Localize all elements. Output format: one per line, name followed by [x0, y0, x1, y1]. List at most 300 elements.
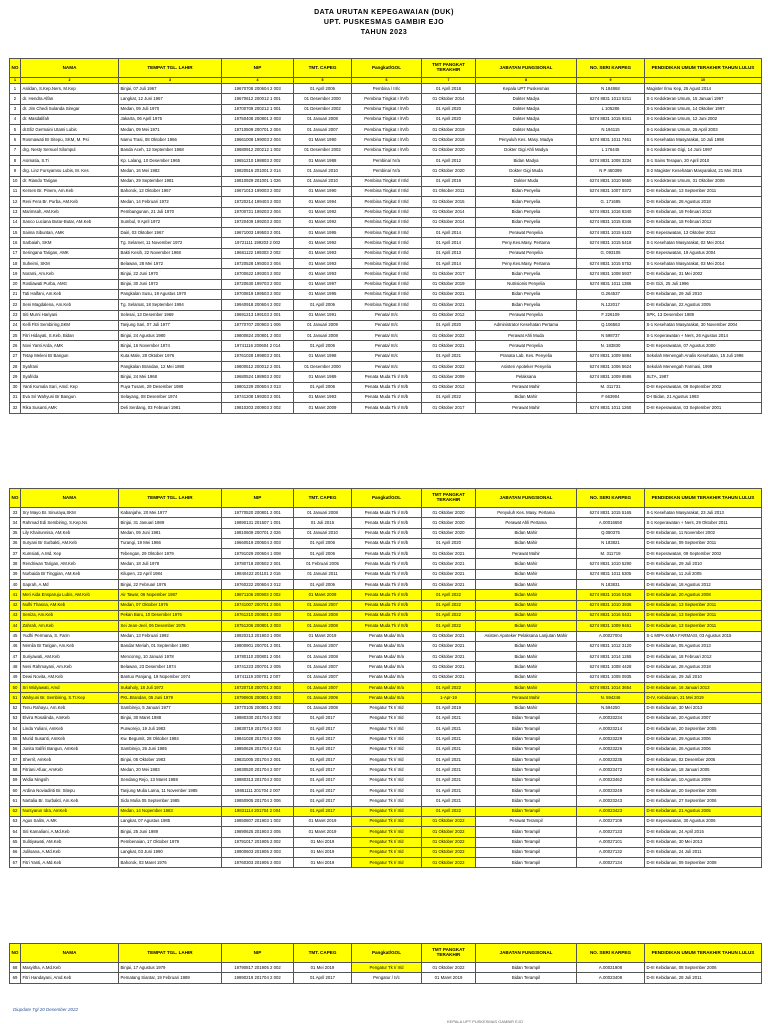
cell-tmt-capeg: 01 Januari 2008	[294, 114, 352, 124]
cell-pendidikan: D-III Kebidanan, 10 Agustus 2009	[645, 775, 762, 785]
cell-nama: Lily Khairunnisa, AM.Keb	[21, 528, 119, 538]
cell-jabatan: Bidan Terampil	[476, 796, 577, 806]
table-row	[10, 837, 762, 847]
cell-tmt-capeg: 01 April 2017	[294, 796, 352, 806]
cell-tempat-tgl-lahir: Medan, 13 Februari 1992	[119, 631, 222, 641]
cell-nama: Rendriwan Tarigan, AM.Keb	[21, 559, 119, 569]
column-index: 1	[10, 78, 21, 84]
cell-tmt-pangkat: 01 Maret 2019	[422, 973, 476, 983]
cell-no: 39	[10, 569, 21, 579]
cell-pendidikan: D-III Kebidanan, 26 Agustus 2006	[645, 744, 762, 754]
cell-no: 6	[10, 135, 21, 145]
cell-pangkat-gol: Pembina Tingkat I/ III/d	[352, 176, 422, 186]
cell-no: 29	[10, 372, 21, 382]
cell-nama: drg. Nesty Semuel Silompul	[21, 145, 119, 155]
cell-tmt-pangkat: 01 Oktober 2020	[422, 508, 476, 518]
cell-nip: 19810203 200903 2 002	[222, 403, 294, 413]
cell-nip: 19741119 200701 2 007	[222, 672, 294, 682]
cell-tempat-tgl-lahir: Binjai, 07 Juli 1967	[119, 84, 222, 94]
cell-nip: 19850626 201704 2 014	[222, 744, 294, 754]
cell-karpeg: N 183821	[577, 538, 645, 548]
cell-nama: Zahrah, Am.Keb	[21, 621, 119, 631]
cell-nama: Wahyuni Br. Sembiring, S.Tr.Kep	[21, 693, 119, 703]
table-row	[10, 713, 762, 723]
cell-pendidikan: D-III Kebidanan, 29 Juli 2010	[645, 672, 762, 682]
cell-karpeg: N.122017	[577, 300, 645, 310]
cell-nama: Asildan, S.Kep.Ners, M.Kep	[21, 84, 119, 94]
cell-tmt-pangkat: 01 April 2021	[422, 724, 476, 734]
cell-tmt-capeg: 01 April 2017	[294, 724, 352, 734]
cell-jabatan: Dokter Madya	[476, 94, 577, 104]
cell-pendidikan: D-III Kebidanan, 29 Juli 2010	[645, 289, 762, 299]
cell-no: 23	[10, 310, 21, 320]
cell-nip: 19751206 200801 2 003	[222, 621, 294, 631]
cell-pangkat-gol: Penata Muda Tk I/ III/b	[352, 372, 422, 382]
table-row	[10, 538, 762, 548]
cell-karpeg: 6274 8831 1010 5650	[577, 176, 645, 186]
cell-pendidikan: D-III Kebidanan, 24 Juli 2011	[645, 847, 762, 857]
cell-karpeg: 6274 8831 1014 3654	[577, 683, 645, 693]
cell-pendidikan: D-III Kebidanan, 05 Agustus 2013	[645, 641, 762, 651]
cell-tempat-tgl-lahir: Banda Aceh, 12 September 1968	[119, 145, 222, 155]
cell-tmt-pangkat: 01 April 2021	[422, 755, 476, 765]
cell-nama: Masyitha, A.Md.Keb	[21, 963, 119, 973]
cell-nip: 19820516 201001 2 014	[222, 166, 294, 176]
table-row	[10, 703, 762, 713]
cell-tmt-capeg: 01 Februari 2005	[294, 559, 352, 569]
cell-pangkat-gol: Pembina Tingkat I/ III/d	[352, 289, 422, 299]
cell-tempat-tgl-lahir: Medan, 07 Oktober 1976	[119, 600, 222, 610]
cell-nip: 19761028 199803 2 001	[222, 351, 294, 361]
table-row	[10, 775, 762, 785]
cell-nama: Nulhi Thasna, AM.Keb	[21, 600, 119, 610]
cell-tmt-pangkat: 01 April 2021	[422, 713, 476, 723]
cell-tempat-tgl-lahir: Pembangunan, 21 Juli 1970	[119, 207, 222, 217]
cell-tmt-capeg: 01 April 2006	[294, 341, 352, 351]
cell-nip: 19660519 200604 2 003	[222, 538, 294, 548]
cell-no: 14	[10, 217, 21, 227]
table-row	[10, 641, 762, 651]
cell-no: 44	[10, 621, 21, 631]
cell-no: 9	[10, 166, 21, 176]
table-row	[10, 289, 762, 299]
cell-pangkat-gol: Penata Muda/ III/a	[352, 672, 422, 682]
cell-jabatan: Bidan Terampil	[476, 847, 577, 857]
column-header-tmt-pangkat: TMT PANGKAT TERAKHIR	[422, 489, 476, 508]
cell-tempat-tgl-lahir: Medan, 29 September 1981	[119, 176, 222, 186]
cell-nip: 19680912 200212 1 002	[222, 145, 294, 155]
cell-tmt-pangkat: 01 Oktober 2014	[422, 207, 476, 217]
table-row	[10, 135, 762, 145]
cell-jabatan: Perawat Mahir	[476, 403, 577, 413]
table-row	[10, 114, 762, 124]
cell-no: 31	[10, 392, 21, 402]
cell-jabatan: Bidan Terampil	[476, 827, 577, 837]
cell-tmt-capeg: 01 Januari 2008	[294, 331, 352, 341]
cell-karpeg: L 176445	[577, 145, 645, 155]
cell-pendidikan: D-III Kebidanan, 18 Agustus 2012	[645, 580, 762, 590]
cell-pangkat-gol: Pengatur Tk I/ II/d	[352, 744, 422, 754]
cell-karpeg: A.00027101	[577, 837, 645, 847]
cell-tempat-tgl-lahir: Pangkalan Brandan, 12 Mei 1980	[119, 362, 222, 372]
cell-tempat-tgl-lahir: Selayang, 08 Desember 1974	[119, 392, 222, 402]
cell-tempat-tgl-lahir: Belawan, 23 Desember 1974	[119, 662, 222, 672]
cell-tempat-tgl-lahir: Medan, 16 Mei 1982	[119, 166, 222, 176]
table-row	[10, 621, 762, 631]
cell-karpeg: 6274 8831 1008 3234	[577, 156, 645, 166]
document-title-line-1: DATA URUTAN KEPEGAWAIAN (DUK)	[314, 9, 454, 16]
cell-nip: 19890219 201704 2 002	[222, 973, 294, 983]
cell-nama: Ardina Noviadinti Br. Sitepu	[21, 786, 119, 796]
cell-no: 41	[10, 590, 21, 600]
column-header-pendidikan: PENDIDIKAN UMUM TERAKHIR TAHUN LULUS	[645, 489, 762, 508]
cell-tmt-capeg: 01 Januari 2008	[294, 621, 352, 631]
cell-nama: Rostiawati Purba, AMG	[21, 279, 119, 289]
column-header-pangkat-gol: Pangkat/GOL	[352, 489, 422, 508]
cell-nip: 19890625 201903 2 005	[222, 827, 294, 837]
cell-no: 36	[10, 538, 21, 548]
cell-nip: 19810609 200701 2 026	[222, 528, 294, 538]
cell-tmt-capeg: 01 Januari 2007	[294, 125, 352, 135]
cell-jabatan: Perawat Ahli Pertama	[476, 518, 577, 528]
cell-tempat-tgl-lahir: Tg. Selamet, 11 November 1972	[119, 238, 222, 248]
cell-karpeg: A.00023472	[577, 765, 645, 775]
cell-no: 11	[10, 186, 21, 196]
cell-tmt-capeg: 01 Maret 1988	[294, 156, 352, 166]
cell-karpeg: L 105286	[577, 104, 645, 114]
column-header-pangkat-gol: Pangkat/GOL	[352, 944, 422, 963]
cell-tempat-tgl-lahir: Sukaholy, 18 Juli 1972	[119, 683, 222, 693]
cell-pendidikan: D-III Kebidanan, 16 Januari 2013	[645, 683, 762, 693]
cell-pangkat-gol: Pengatur Tk I/ II/d	[352, 703, 422, 713]
cell-tmt-capeg: 01 April 2006	[294, 538, 352, 548]
column-header-tmt-pangkat: TMT PANGKAT TERAKHIR	[422, 944, 476, 963]
cell-tmt-capeg: 01 Maret 1991	[294, 310, 352, 320]
cell-karpeg: 6274 8831 1011 1386	[577, 279, 645, 289]
table-row	[10, 331, 762, 341]
cell-nama: Kelli Fitri Sembiring,SKM	[21, 320, 119, 330]
cell-pendidikan: S-1 Keperawatan + Ners, 26 Agustus 2014	[645, 331, 762, 341]
column-header-tempat-tgl-lahir: TEMPAT TGL. LAHIR	[119, 489, 222, 508]
cell-nama: Seniza, Am.Keb	[21, 610, 119, 620]
cell-pendidikan: S-2 Magister Kesehatan Masyarakat, 21 Mei 2015	[645, 166, 762, 176]
cell-pendidikan: S-1 Keperawatan + Ners, 29 Oktober 2011	[645, 518, 762, 528]
cell-jabatan: Bidan Terampil	[476, 744, 577, 754]
cell-no: 54	[10, 724, 21, 734]
column-index: 3	[119, 78, 222, 84]
cell-pangkat-gol: Pengatur Tk I/ II/d	[352, 858, 422, 868]
cell-pendidikan: S-1 Kedokteran Gigi, 14 Juni 1997	[645, 145, 762, 155]
cell-tmt-pangkat: 01 Oktober 2020	[422, 166, 476, 176]
cell-nama: Seringana Tarigan, AMK	[21, 248, 119, 258]
cell-karpeg: 6274 8831 1008 4428	[577, 662, 645, 672]
cell-pendidikan: D-III Keperawatan, 09 September 2002	[645, 549, 762, 559]
cell-nama: Linda Yuliani, AmKeb	[21, 724, 119, 734]
cell-nama: Marimsah, AM.Keb	[21, 207, 119, 217]
cell-pendidikan: D-III Kebidanan, 20 September 2006	[645, 786, 762, 796]
cell-tempat-tgl-lahir: Sido Mulia 05 September 1985	[119, 796, 222, 806]
cell-pendidikan: S-1 Kesehatan Masyarakat, 23 Juli 2013	[645, 508, 762, 518]
cell-nip: 19700721 199203 2 004	[222, 207, 294, 217]
cell-pangkat-gol: Penata Muda Tk I/ III/b	[352, 569, 422, 579]
cell-pangkat-gol: Penata/ III/c	[352, 331, 422, 341]
cell-karpeg: N 598737	[577, 331, 645, 341]
column-index: 10	[645, 78, 762, 84]
cell-tmt-capeg: 01 April 2017	[294, 806, 352, 816]
cell-nama: Nemila Br Tarigan, Am.Keb	[21, 641, 119, 651]
cell-tempat-tgl-lahir: Puya Tusam, 29 Desember 1980	[119, 382, 222, 392]
cell-nip: 19900603 201905 2 003	[222, 847, 294, 857]
cell-tmt-pangkat: 01 Oktober 2022	[422, 858, 476, 868]
cell-tmt-pangkat: 01 April 2019	[422, 703, 476, 713]
cell-karpeg: 6274 8831 1012 3120	[577, 641, 645, 651]
cell-pendidikan: D-III Kebidanan, 28 Juli 2011	[645, 973, 762, 983]
cell-pangkat-gol: Pengatur Tk I/ II/d	[352, 827, 422, 837]
cell-jabatan: Bidan Mahir	[476, 559, 577, 569]
cell-jabatan: Administrator Kesehatan Pertama	[476, 320, 577, 330]
cell-nama: Sarbaiah, SKM	[21, 238, 119, 248]
cell-karpeg: A.00023408	[577, 973, 645, 983]
cell-pendidikan: D-III Kebidanan, 13 September 2011	[645, 186, 762, 196]
cell-jabatan: Penyuluh Kes. Masy. Madya	[476, 135, 577, 145]
cell-nip: 19700709 200212 1 001	[222, 104, 294, 114]
cell-tmt-capeg: 01 Mei 2019	[294, 858, 352, 868]
cell-tempat-tgl-lahir: Medan, 18 Juli 1978	[119, 559, 222, 569]
cell-karpeg: N 184868	[577, 84, 645, 94]
cell-karpeg: 6274 8831 1015 6103	[577, 228, 645, 238]
cell-tmt-capeg: 01 Maret 1994	[294, 197, 352, 207]
cell-tmt-capeg: 01 Maret 2019	[294, 631, 352, 641]
cell-jabatan: Bidan Madya	[476, 156, 577, 166]
table-row	[10, 94, 762, 104]
cell-pangkat-gol: Pembina/ IV/a	[352, 156, 422, 166]
cell-tmt-pangkat: 01 April 2014	[422, 259, 476, 269]
cell-jabatan: Bidan Mahir	[476, 528, 577, 538]
cell-tmt-capeg: 01 Maret 1993	[294, 269, 352, 279]
cell-no: 1	[10, 84, 21, 94]
cell-nip: 19851111 201704 2 007	[222, 786, 294, 796]
table-row	[10, 549, 762, 559]
cell-no: 61	[10, 796, 21, 806]
cell-tempat-tgl-lahir: Binjai, 17 Agustus 1979	[119, 963, 222, 973]
cell-tmt-pangkat: 01 Oktober 2021	[422, 641, 476, 651]
cell-tmt-capeg: 01 April 2006	[294, 300, 352, 310]
cell-pendidikan: D-III Kebidanan, 02 Desember 2005	[645, 755, 762, 765]
cell-no: 52	[10, 703, 21, 713]
table-row	[10, 156, 762, 166]
cell-tmt-pangkat: 01 April 2022	[422, 392, 476, 402]
cell-nip: 19801229 200604 2 013	[222, 382, 294, 392]
cell-pangkat-gol: Pembina Tingkat I /IV/b	[352, 135, 422, 145]
cell-tmt-capeg: 01 Maret 1995	[294, 289, 352, 299]
cell-pendidikan: D-III Kebidanan, 21 Agustus 2005	[645, 806, 762, 816]
cell-tmt-pangkat: 01 April 2012	[422, 156, 476, 166]
cell-tmt-pangkat: 01 Oktober 2021	[422, 549, 476, 559]
cell-nip: 19780110 200801 2 004	[222, 652, 294, 662]
document-title-line-3: TAHUN 2023	[360, 29, 408, 36]
cell-jabatan: Asisten Apoteker Pelaksana Lanjutan Mahir	[476, 631, 577, 641]
cell-jabatan: Pelaksana	[476, 372, 577, 382]
table-row	[10, 796, 762, 806]
cell-nama: Sulitiyawati, AM.Keb	[21, 837, 119, 847]
header-row	[10, 944, 762, 963]
cell-nip: 19720214 199403 2 003	[222, 197, 294, 207]
cell-pangkat-gol: Penata/ III/c	[352, 320, 422, 330]
cell-tmt-capeg: 01 April 2017	[294, 713, 352, 723]
cell-nip: 19920213 201903 1 008	[222, 631, 294, 641]
cell-tmt-pangkat: 01 Oktober 2022	[422, 847, 476, 857]
cell-nip: 19691213 199103 2 001	[222, 310, 294, 320]
cell-pendidikan: SPK, 13 Desember 1989	[645, 310, 762, 320]
cell-karpeg: 6274 8831 1008 5937	[577, 269, 645, 279]
cell-nama: Yudhi Permana, S. Farm	[21, 631, 119, 641]
document-title-line-2: UPT. PUSKESMAS GAMBIR EJO	[323, 19, 445, 26]
header-row	[10, 59, 762, 78]
cell-pendidikan: SLTA, 1987	[645, 372, 762, 382]
cell-pendidikan: D-III Kebidanan, 22 Agustus 2005	[645, 300, 762, 310]
cell-no: 66	[10, 847, 21, 857]
cell-tmt-capeg: 01 Desember 2002	[294, 145, 352, 155]
cell-pangkat-gol: Pengatur Tk I/ II/d	[352, 816, 422, 826]
cell-tempat-tgl-lahir: Binjai, 30 Juni 1972	[119, 279, 222, 289]
cell-jabatan: Dokter Madya	[476, 114, 577, 124]
cell-karpeg: N 183831	[577, 580, 645, 590]
cell-nip: 19780718 200502 2 001	[222, 559, 294, 569]
cell-no: 49	[10, 672, 21, 682]
cell-tmt-capeg: 01 Januari 2009	[294, 320, 352, 330]
cell-tempat-tgl-lahir: Langkat, 07 Agustus 1985	[119, 816, 222, 826]
cell-pangkat-gol: Penata/ III/c	[352, 351, 422, 361]
cell-nama: Siti Kamaliani, A.Md.Keb	[21, 827, 119, 837]
cell-nama: Suryani Br Surbakti, AM.Keb	[21, 538, 119, 548]
cell-nip: 19761210 200801 2 003	[222, 610, 294, 620]
cell-tmt-capeg: 01 April 2017	[294, 775, 352, 785]
cell-tmt-pangkat: 01 April 2021	[422, 351, 476, 361]
cell-karpeg: A.00023462	[577, 775, 645, 785]
cell-no: 34	[10, 518, 21, 528]
cell-tempat-tgl-lahir: Deli Serdang, 03 Februari 1981	[119, 403, 222, 413]
column-header-tmt-pangkat: TMT PANGKAT TERAKHIR	[422, 59, 476, 78]
cell-nip: 19760303 201905 2 003	[222, 858, 294, 868]
cell-no: 8	[10, 156, 21, 166]
cell-nip: 19831005 201704 2 001	[222, 755, 294, 765]
cell-karpeg: F 226109	[577, 310, 645, 320]
cell-no: 24	[10, 320, 21, 330]
cell-jabatan: Bidan Terampil	[476, 837, 577, 847]
cell-tmt-capeg: 01 Maret 1992	[294, 238, 352, 248]
table-row	[10, 610, 762, 620]
column-header-nip: NIP	[222, 944, 294, 963]
cell-jabatan: Asisten Apoteker Penyelia	[476, 362, 577, 372]
cell-pendidikan: S-1 Kedokteran Umum, 31 Oktober 2006	[645, 176, 762, 186]
cell-karpeg: N. 183830	[577, 341, 645, 351]
cell-karpeg: 6274 8831 1011 1260	[577, 403, 645, 413]
cell-tempat-tgl-lahir: Kabanjahe, 20 Mei 1977	[119, 508, 222, 518]
table-row	[10, 580, 762, 590]
cell-jabatan: Bidan Terampil	[476, 713, 577, 723]
cell-pangkat-gol: Pengatur Tk I/ II/d	[352, 847, 422, 857]
cell-tmt-pangkat: 01 Oktober 2022	[422, 362, 476, 372]
cell-tmt-capeg: 01 Januari 2007	[294, 662, 352, 672]
cell-nama: Dewi Novita, AM.Keb	[21, 672, 119, 682]
cell-tmt-pangkat: 01 Oktober 2012	[422, 310, 476, 320]
column-header-jabatan: JABATAN FUNGSIONAL	[476, 489, 577, 508]
cell-no: 2	[10, 94, 21, 104]
cell-pangkat-gol: Pembina Tingkat I/ III/d	[352, 279, 422, 289]
cell-pendidikan: D-III Kebidanan, 18 Januari 2005	[645, 765, 762, 775]
cell-pendidikan: D-III Kebidanan, 11 November 2002	[645, 528, 762, 538]
cell-no: 30	[10, 382, 21, 392]
cell-karpeg: A.00021908	[577, 963, 645, 973]
cell-nip: 19671013 199003 2 002	[222, 186, 294, 196]
cell-nama: Seni Magdalena, Am.Keb	[21, 300, 119, 310]
table-row	[10, 693, 762, 703]
cell-tmt-pangkat: 01 Oktober 2022	[422, 963, 476, 973]
cell-tmt-capeg: 01 Maret 1990	[294, 186, 352, 196]
cell-jabatan: Bidan Mahir	[476, 538, 577, 548]
cell-jabatan: Bidan Penyelia	[476, 207, 577, 217]
cell-nama: Fitri Hidayati, S.Keb, Bidan	[21, 331, 119, 341]
column-header-tmt-capeg: TMT. CAPEG	[294, 944, 352, 963]
column-header-karpeg: NO. SERI KARPEG	[577, 489, 645, 508]
cell-nama: Murid Susanti, AmKeb	[21, 734, 119, 744]
cell-nip: 19831114 201704 2 004	[222, 806, 294, 816]
cell-pangkat-gol: Pembina Tingkat I/ III/d	[352, 238, 422, 248]
cell-tempat-tgl-lahir: Sei Jean-Jeel, 06 Desember 1975	[119, 621, 222, 631]
table-row	[10, 744, 762, 754]
cell-nip: 19810929 201001 1 026	[222, 176, 294, 186]
cell-pendidikan: S-1 Kesehatan Masyarakat, 03 Mei 2014	[645, 259, 762, 269]
cell-pendidikan: S-1 MIPA KIMIA FARMASI, 03 Agustus 2015	[645, 631, 762, 641]
cell-karpeg: A.00016650	[577, 518, 645, 528]
cell-nama: dr.Eliz Germaini Utami Lubis	[21, 125, 119, 135]
cell-tmt-pangkat: 01 April 2018	[422, 84, 476, 94]
cell-tmt-pangkat: 01 Oktober 2022	[422, 827, 476, 837]
cell-jabatan: Penyuluh Kes. Masy. Pertama	[476, 508, 577, 518]
cell-nama: Neni Rahmayani, Am.Keb	[21, 662, 119, 672]
column-header-tmt-capeg: TMT. CAPEG	[294, 59, 352, 78]
cell-no: 4	[10, 114, 21, 124]
cell-pangkat-gol: Penata Muda/ III/a	[352, 662, 422, 672]
cell-nama: Fitri Handayani, Amd.Keb	[21, 973, 119, 983]
cell-nip: 19670612 200012 1 001	[222, 94, 294, 104]
column-index: 5	[294, 78, 352, 84]
cell-jabatan: Bidan Terampil	[476, 973, 577, 983]
cell-no: 3	[10, 104, 21, 114]
cell-nama: Tati Halfani, Am.Keb	[21, 289, 119, 299]
cell-pendidikan: D-III Keperawatan, 03 September 2001	[645, 403, 762, 413]
cell-tempat-tgl-lahir: Tanjung Sari, 07 Juli 1977	[119, 320, 222, 330]
cell-pangkat-gol: Pengatur / II/c	[352, 973, 422, 983]
cell-karpeg: 6274 8831 1016 0431	[577, 610, 645, 620]
cell-jabatan: Bidan Mahir	[476, 621, 577, 631]
cell-nip: 19800824 200801 2 003	[222, 331, 294, 341]
cell-pangkat-gol: Pembina Tingkat I/ III/d	[352, 269, 422, 279]
cell-no: 18	[10, 259, 21, 269]
cell-pendidikan: S-1 Kedokteran Umum, 15 Januari 1997	[645, 94, 762, 104]
cell-no: 50	[10, 683, 21, 693]
cell-karpeg: 6274 8831 1013 5211	[577, 94, 645, 104]
cell-tmt-capeg: 01 Januari 2008	[294, 508, 352, 518]
cell-nip: 19741223 200701 2 005	[222, 662, 294, 672]
cell-no: 15	[10, 228, 21, 238]
cell-pangkat-gol: Pembina Tingkat I /IV/b	[352, 145, 422, 155]
cell-pangkat-gol: Penata/ III/c	[352, 362, 422, 372]
cell-nip: 19741116 200604 2 014	[222, 341, 294, 351]
column-header-tmt-capeg: TMT. CAPEG	[294, 489, 352, 508]
cell-nip: 19800512 200012 2 001	[222, 362, 294, 372]
cell-pendidikan: D-III Kebidanan, 29 Agustus 2006	[645, 734, 762, 744]
